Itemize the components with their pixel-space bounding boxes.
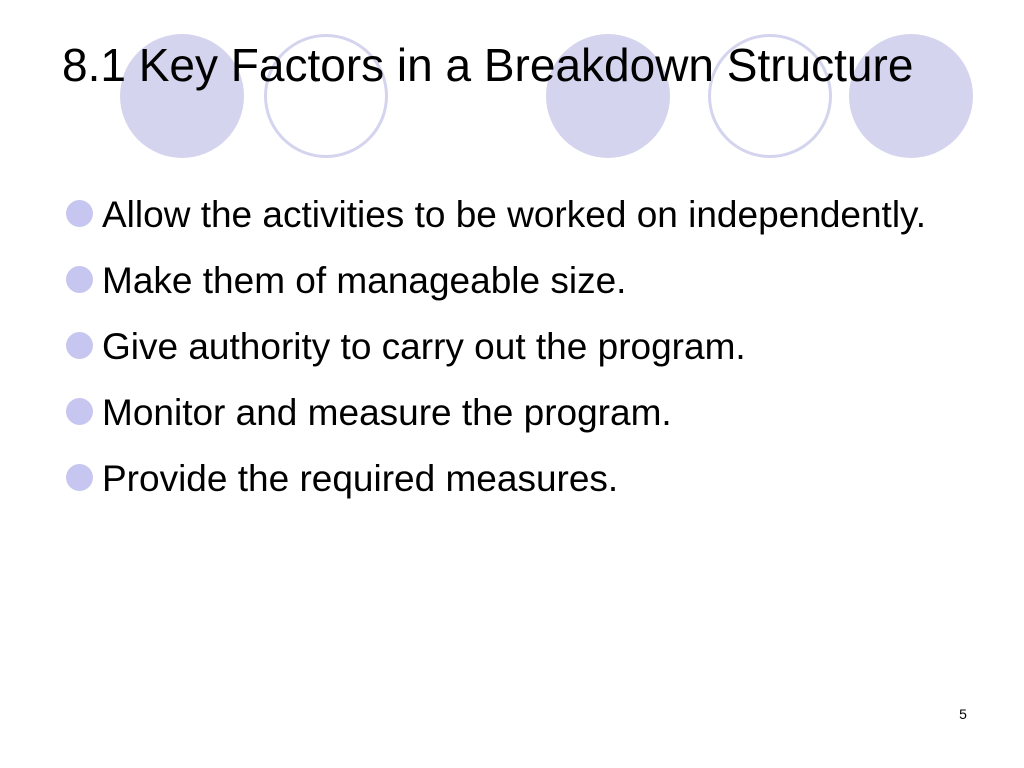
- bullet-text: Provide the required measures.: [102, 458, 619, 499]
- bullet-item: [62, 254, 962, 307]
- bullet-text: Make them of manageable size.: [102, 260, 627, 301]
- bullet-text: Give authority to carry out the program.: [102, 326, 746, 367]
- bullet-dot-icon: [66, 200, 93, 227]
- bullet-item: [62, 320, 962, 373]
- bullet-dot-icon: [66, 266, 93, 293]
- bullet-item: [62, 386, 962, 439]
- bullet-item: [62, 188, 962, 241]
- slide-title: 8.1 Key Factors in a Breakdown Structure: [62, 39, 914, 91]
- bullet-dot-icon: [66, 398, 93, 425]
- bullet-item: [62, 452, 962, 505]
- bullet-dot-icon: [66, 464, 93, 491]
- page-number: 5: [959, 706, 967, 722]
- bullet-dot-icon: [66, 332, 93, 359]
- bullet-text: Allow the activities to be worked on independently.: [102, 194, 927, 235]
- bullet-list: [62, 188, 962, 518]
- bullet-text: Monitor and measure the program.: [102, 392, 672, 433]
